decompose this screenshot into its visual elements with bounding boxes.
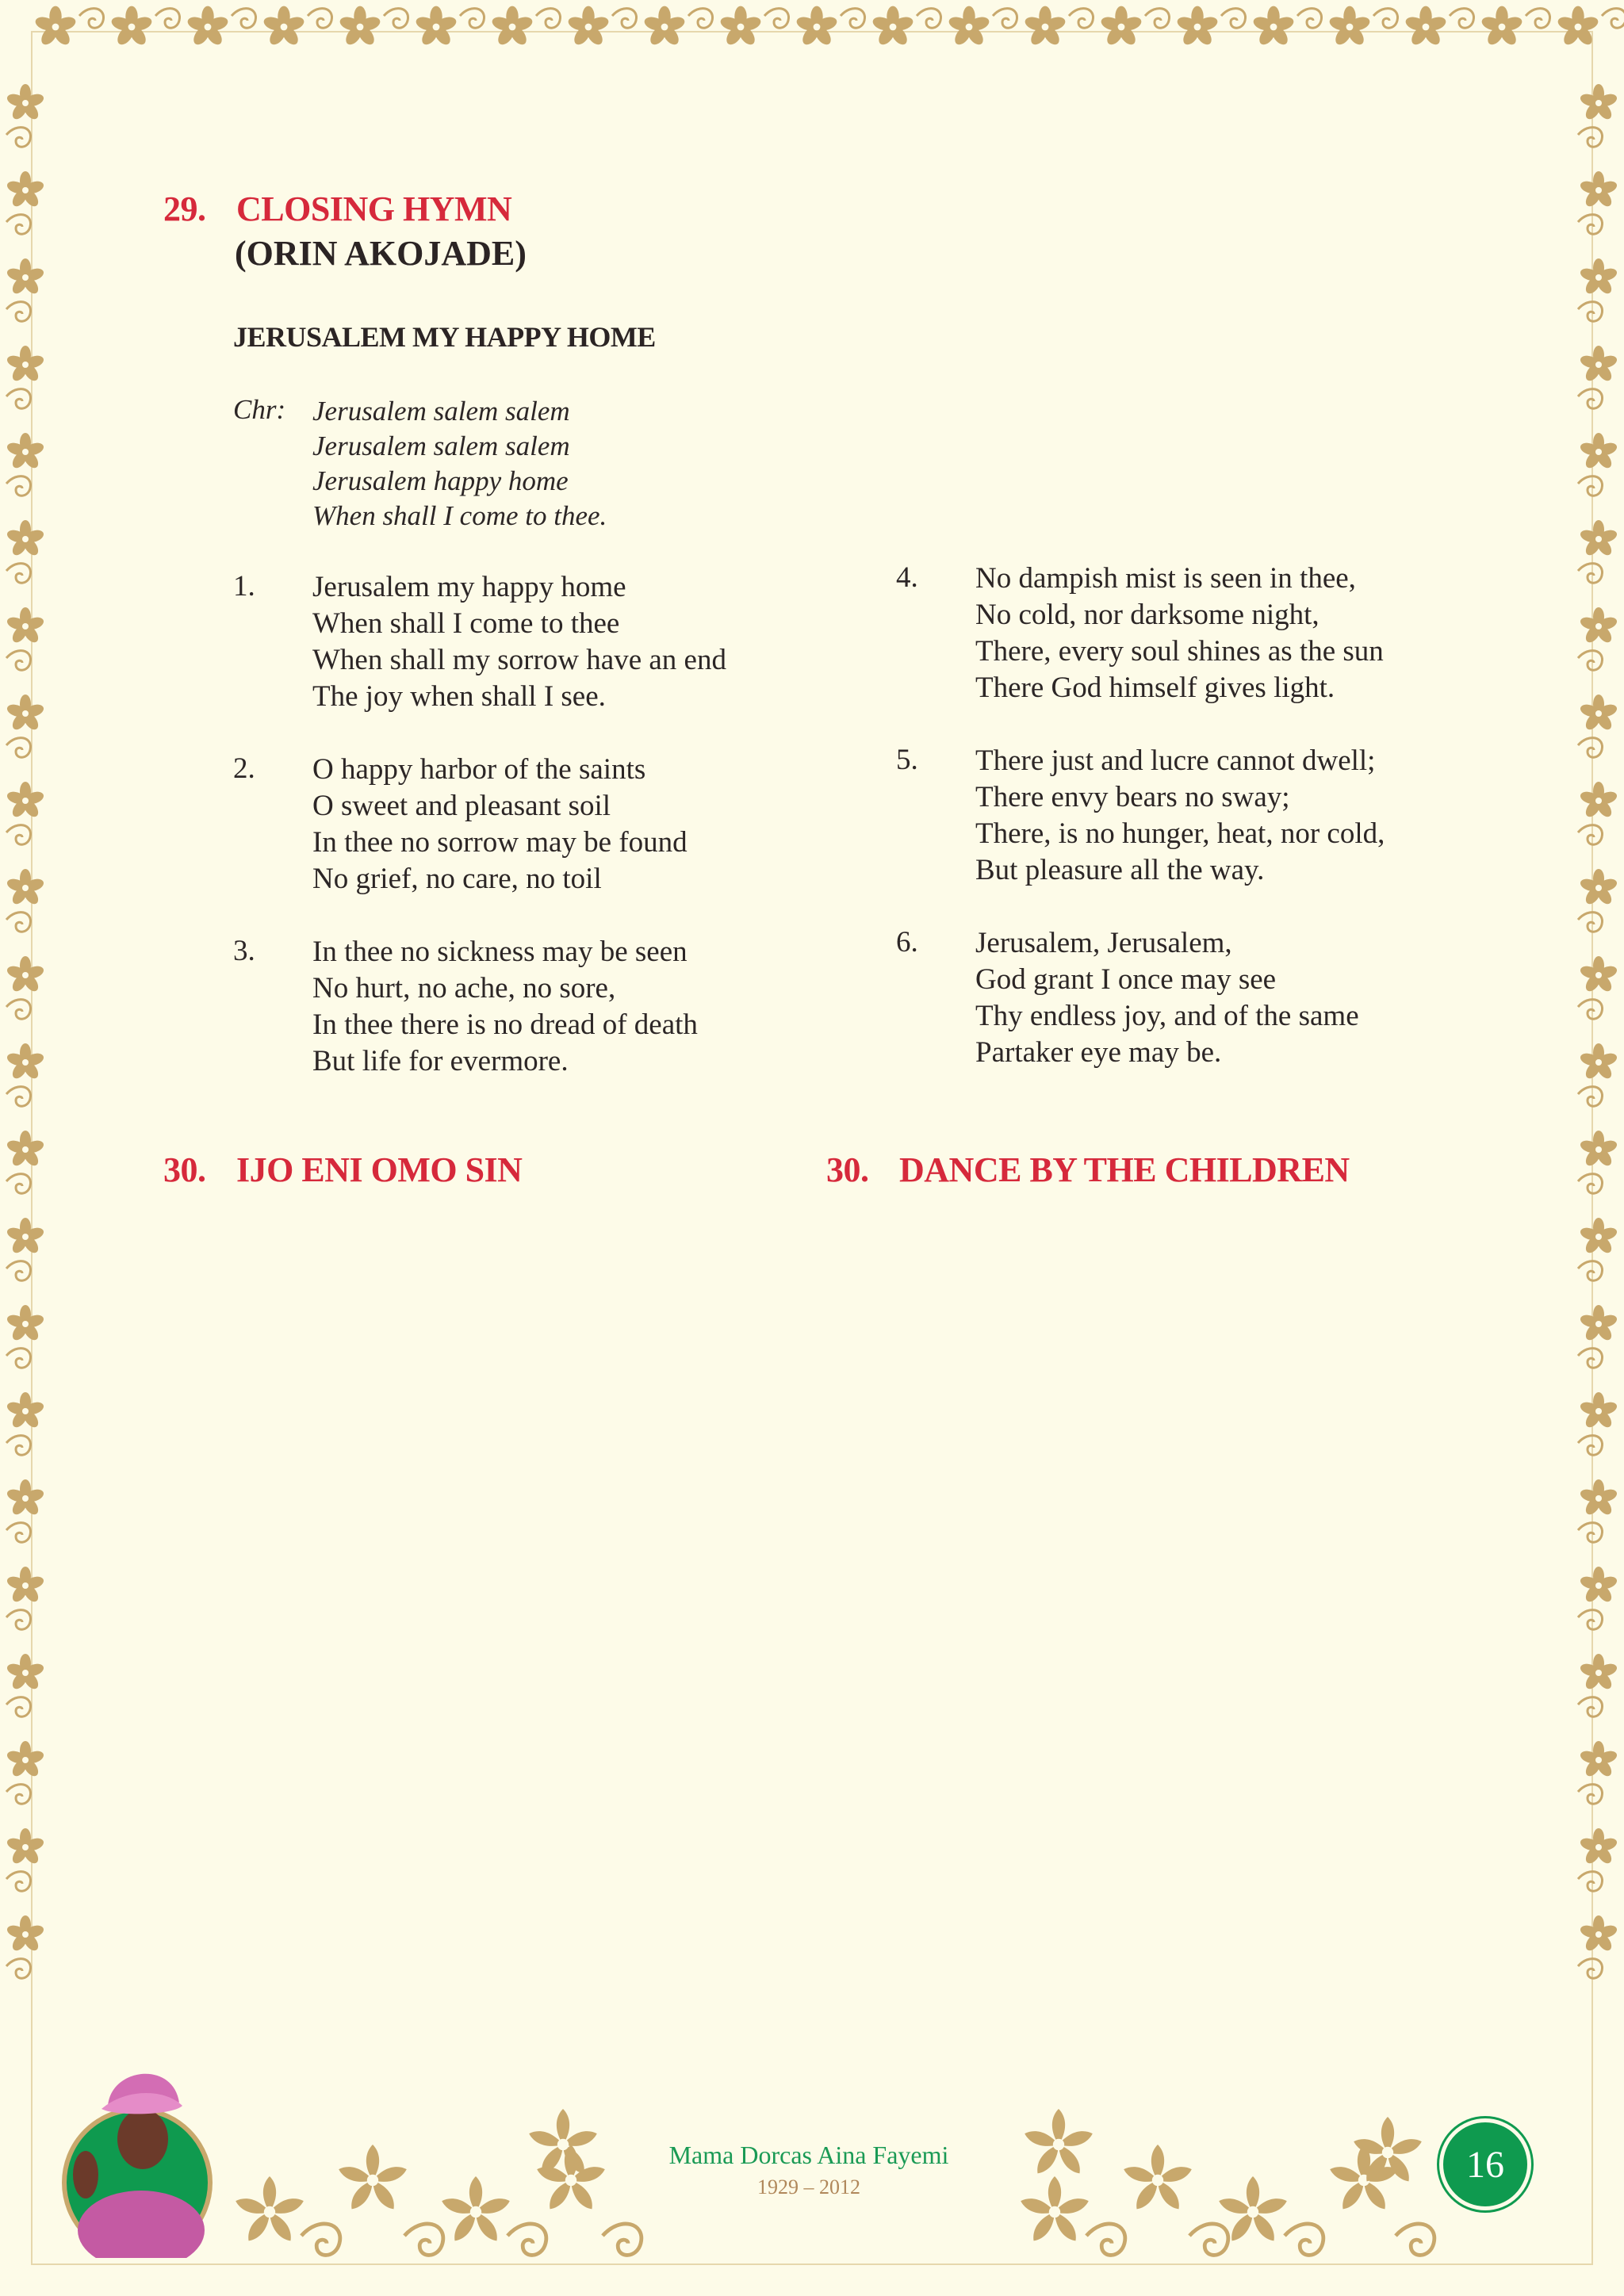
swirl-ornament: [1578, 476, 1603, 496]
verse-line: The joy when shall I see.: [312, 680, 606, 713]
verse-line: There just and lucre cannot dwell;: [975, 744, 1376, 777]
section-number: 30.: [826, 1150, 869, 1189]
flower-ornament: [440, 2176, 512, 2244]
section-number: 30.: [163, 1150, 206, 1189]
footer-years: 1929 – 2012: [757, 2175, 860, 2198]
flower-ornament: [795, 6, 839, 48]
flower-ornament: [1579, 869, 1618, 907]
verse-line: No cold, nor darksome night,: [975, 599, 1320, 631]
flower-ornament: [6, 1654, 45, 1692]
swirl-ornament: [1578, 1697, 1603, 1717]
flower-ornament: [1019, 2176, 1091, 2244]
swirl-ornament: [1578, 1349, 1603, 1368]
flower-ornament: [1252, 6, 1296, 48]
flower-ornament: [34, 6, 78, 48]
flower-ornament: [567, 6, 611, 48]
flower-ornament: [6, 1305, 45, 1343]
swirl-ornament: [688, 9, 713, 29]
flower-ornament: [527, 2109, 599, 2177]
swirl-ornament: [1578, 302, 1603, 322]
flower-ornament: [6, 1218, 45, 1256]
section-title: CLOSING HYMN: [236, 189, 512, 228]
flower-ornament: [1100, 6, 1143, 48]
flower-ornament: [1579, 433, 1618, 471]
verse-line: No dampish mist is seen in thee,: [975, 562, 1356, 595]
swirl-ornament: [1578, 651, 1603, 671]
chorus-line: Jerusalem happy home: [312, 465, 569, 496]
verse-number: 3.: [233, 935, 255, 967]
flower-ornament: [1579, 1567, 1618, 1605]
flower-ornament: [6, 1479, 45, 1517]
swirl-ornament: [1578, 1261, 1603, 1281]
flower-ornament: [1579, 956, 1618, 994]
flower-ornament: [262, 6, 306, 48]
flower-ornament: [6, 346, 45, 384]
swirl-ornament: [6, 1000, 31, 1020]
swirl-ornament: [6, 913, 31, 932]
swirl-ornament: [1578, 128, 1603, 147]
swirl-ornament: [6, 302, 31, 322]
flower-ornament: [110, 6, 154, 48]
swirl-ornament: [1578, 215, 1603, 235]
flower-ornament: [6, 258, 45, 297]
flower-ornament: [1579, 1131, 1618, 1169]
section-30-english-heading: [826, 1150, 1350, 1190]
flower-ornament: [6, 869, 45, 907]
flower-ornament: [1404, 6, 1448, 48]
swirl-ornament: [1578, 1959, 1603, 1979]
swirl-ornament: [1578, 1872, 1603, 1892]
flower-ornament: [6, 1828, 45, 1866]
flower-ornament: [1579, 607, 1618, 645]
verse-line: There envy bears no sway;: [975, 781, 1290, 813]
chorus-label: Chr:: [233, 394, 286, 425]
swirl-ornament: [1578, 1523, 1603, 1543]
swirl-ornament: [508, 2224, 546, 2255]
swirl-ornament: [6, 1087, 31, 1107]
chorus-line: Jerusalem salem salem: [312, 430, 570, 461]
verse-line: Jerusalem, Jerusalem,: [975, 927, 1232, 959]
verse-line: Jerusalem my happy home: [312, 571, 626, 603]
swirl-ornament: [1602, 9, 1624, 29]
flower-ornament: [1579, 84, 1618, 122]
flower-ornament: [339, 6, 382, 48]
flower-ornament: [1023, 2109, 1095, 2177]
swirl-ornament: [603, 2224, 642, 2255]
flower-ornament: [6, 1741, 45, 1779]
flower-ornament: [6, 520, 45, 558]
flower-ornament: [1480, 6, 1524, 48]
swirl-ornament: [1578, 913, 1603, 932]
verse-line: O sweet and pleasant soil: [312, 790, 611, 822]
flower-ornament: [1024, 6, 1067, 48]
page-number-badge: 16: [1439, 2118, 1531, 2210]
flower-ornament: [1579, 1479, 1618, 1517]
swirl-ornament: [1285, 2224, 1323, 2255]
flower-ornament: [871, 6, 915, 48]
swirl-ornament: [6, 1872, 31, 1892]
verse-line: In thee no sickness may be seen: [312, 936, 688, 968]
swirl-ornament: [6, 476, 31, 496]
chorus-line: When shall I come to thee.: [312, 500, 607, 531]
verse-line: There God himself gives light.: [975, 672, 1335, 704]
verse-line: There, is no hunger, heat, nor cold,: [975, 817, 1385, 850]
swirl-ornament: [308, 9, 332, 29]
section-title: DANCE BY THE CHILDREN: [899, 1150, 1350, 1189]
section-29-heading: [163, 189, 511, 229]
flower-ornament: [6, 84, 45, 122]
swirl-ornament: [764, 9, 789, 29]
flower-ornament: [1579, 1392, 1618, 1430]
verse-number: 6.: [896, 926, 918, 959]
swirl-ornament: [917, 9, 941, 29]
swirl-ornament: [460, 9, 485, 29]
flower-ornament: [1579, 520, 1618, 558]
verse-line: When shall my sorrow have an end: [312, 644, 726, 676]
verse-line: But pleasure all the way.: [975, 854, 1265, 886]
flower-ornament: [6, 1392, 45, 1430]
flower-ornament: [1122, 2145, 1194, 2213]
swirl-ornament: [6, 1785, 31, 1804]
swirl-ornament: [1396, 2224, 1434, 2255]
section-30-yoruba-heading: [163, 1150, 522, 1190]
swirl-ornament: [1578, 1785, 1603, 1804]
swirl-ornament: [6, 1697, 31, 1717]
swirl-ornament: [1297, 9, 1322, 29]
verse-line: In thee there is no dread of death: [312, 1008, 698, 1041]
swirl-ornament: [6, 128, 31, 147]
swirl-ornament: [1450, 9, 1474, 29]
verse-line: But life for evermore.: [312, 1045, 569, 1077]
verse-line: Partaker eye may be.: [975, 1036, 1222, 1069]
section-number: 29.: [163, 189, 206, 228]
swirl-ornament: [1221, 9, 1246, 29]
verse-line: When shall I come to thee: [312, 607, 620, 640]
flower-ornament: [6, 1043, 45, 1081]
swirl-ornament: [1145, 9, 1170, 29]
swirl-ornament: [6, 1349, 31, 1368]
flower-ornament: [1557, 6, 1600, 48]
chorus-line: Jerusalem salem salem: [312, 396, 570, 427]
verse-line: O happy harbor of the saints: [312, 753, 646, 786]
swirl-ornament: [536, 9, 561, 29]
verse-line: No grief, no care, no toil: [312, 863, 602, 895]
swirl-ornament: [6, 825, 31, 845]
swirl-ornament: [6, 651, 31, 671]
flower-ornament: [415, 6, 458, 48]
swirl-ornament: [841, 9, 865, 29]
flower-ornament: [234, 2176, 306, 2244]
swirl-ornament: [1086, 2224, 1125, 2255]
flower-ornament: [491, 6, 534, 48]
flower-ornament: [1579, 1828, 1618, 1866]
verse-number: 2.: [233, 752, 255, 785]
swirl-ornament: [6, 564, 31, 584]
verse-number: 4.: [896, 561, 918, 594]
swirl-ornament: [6, 738, 31, 758]
section-title: IJO ENI OMO SIN: [236, 1150, 523, 1189]
portrait-image: [46, 2020, 244, 2258]
swirl-ornament: [1578, 1087, 1603, 1107]
flower-ornament: [1579, 346, 1618, 384]
swirl-ornament: [384, 9, 408, 29]
swirl-ornament: [1578, 1436, 1603, 1456]
flower-ornament: [1579, 258, 1618, 297]
swirl-ornament: [232, 9, 256, 29]
flower-ornament: [337, 2145, 409, 2213]
flower-ornament: [1579, 1654, 1618, 1692]
verse-line: No hurt, no ache, no sore,: [312, 972, 616, 1004]
swirl-ornament: [1578, 389, 1603, 409]
verse-line: God grant I once may see: [975, 963, 1277, 996]
verse-line: There, every soul shines as the sun: [975, 635, 1384, 668]
verse-line: Thy endless joy, and of the same: [975, 1000, 1359, 1032]
flower-ornament: [1579, 171, 1618, 209]
swirl-ornament: [155, 9, 180, 29]
flower-ornament: [948, 6, 991, 48]
flower-ornament: [1579, 1043, 1618, 1081]
flower-ornament: [6, 782, 45, 820]
flower-ornament: [6, 607, 45, 645]
verse-number: 1.: [233, 570, 255, 603]
swirl-ornament: [1526, 9, 1550, 29]
swirl-ornament: [79, 9, 104, 29]
swirl-ornament: [1578, 825, 1603, 845]
flower-ornament: [1579, 1741, 1618, 1779]
swirl-ornament: [1069, 9, 1094, 29]
flower-ornament: [6, 1915, 45, 1954]
flower-ornament: [6, 956, 45, 994]
verse-line: In thee no sorrow may be found: [312, 826, 688, 859]
swirl-ornament: [1578, 1000, 1603, 1020]
swirl-ornament: [6, 1174, 31, 1194]
swirl-ornament: [6, 1959, 31, 1979]
flower-ornament: [1579, 695, 1618, 733]
swirl-ornament: [1578, 738, 1603, 758]
swirl-ornament: [301, 2224, 340, 2255]
verse-number: 5.: [896, 744, 918, 776]
flower-ornament: [643, 6, 687, 48]
flower-ornament: [1579, 1218, 1618, 1256]
swirl-ornament: [6, 1436, 31, 1456]
flower-ornament: [1579, 1305, 1618, 1343]
flower-ornament: [6, 1567, 45, 1605]
swirl-ornament: [1189, 2224, 1228, 2255]
swirl-ornament: [6, 215, 31, 235]
flower-ornament: [1176, 6, 1220, 48]
flower-ornament: [1579, 1915, 1618, 1954]
section-subtitle: (ORIN AKOJADE): [235, 234, 527, 273]
flower-ornament: [1328, 6, 1372, 48]
swirl-ornament: [1578, 1610, 1603, 1630]
swirl-ornament: [6, 389, 31, 409]
swirl-ornament: [1578, 1174, 1603, 1194]
hymn-title: JERUSALEM MY HAPPY HOME: [233, 321, 656, 353]
flower-ornament: [719, 6, 763, 48]
flower-ornament: [1579, 782, 1618, 820]
flower-ornament: [6, 1131, 45, 1169]
swirl-ornament: [993, 9, 1017, 29]
swirl-ornament: [6, 1523, 31, 1543]
footer-name: Mama Dorcas Aina Fayemi: [668, 2141, 949, 2169]
swirl-ornament: [6, 1610, 31, 1630]
swirl-ornament: [6, 1261, 31, 1281]
swirl-ornament: [1373, 9, 1398, 29]
flower-ornament: [6, 433, 45, 471]
swirl-ornament: [1578, 564, 1603, 584]
flower-ornament: [6, 171, 45, 209]
swirl-ornament: [612, 9, 637, 29]
flower-ornament: [6, 695, 45, 733]
flower-ornament: [186, 6, 230, 48]
swirl-ornament: [404, 2224, 443, 2255]
